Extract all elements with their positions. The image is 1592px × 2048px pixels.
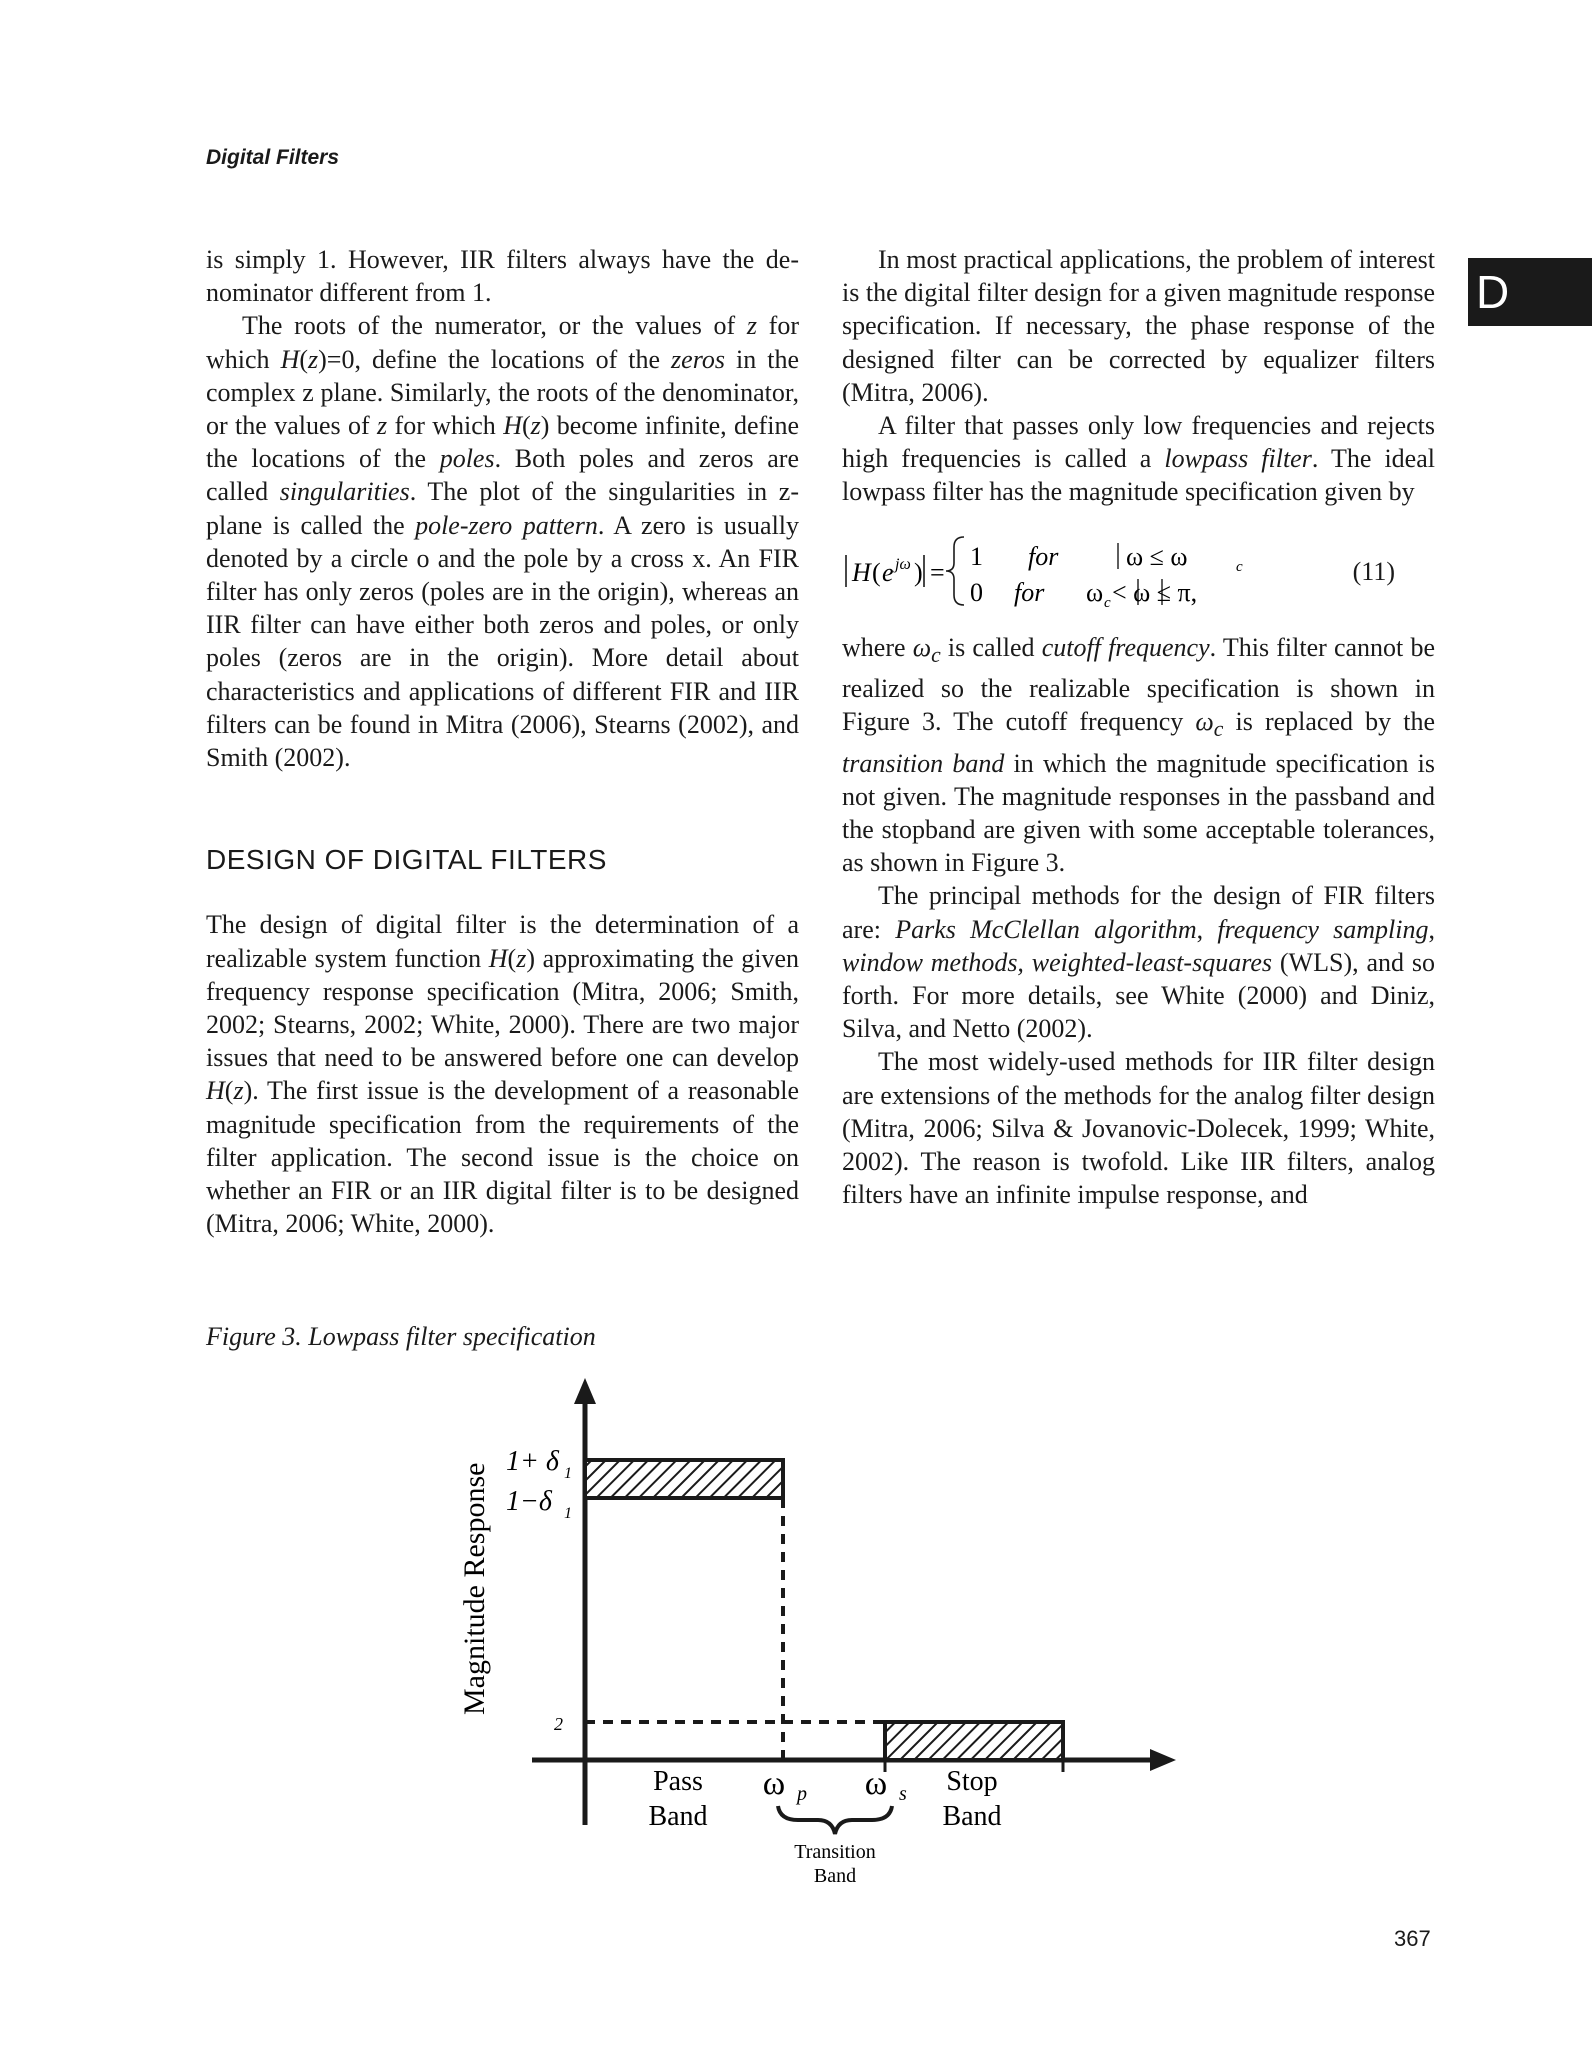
- eq-brace: [946, 537, 964, 605]
- right-column: [842, 243, 1435, 1211]
- omega-p-sub: p: [797, 1783, 807, 1805]
- upper-tolerance-sub: 1: [564, 1465, 572, 1482]
- omega-s-symbol: ω: [864, 1765, 888, 1802]
- stop-band-label-2: Band: [942, 1801, 1002, 1832]
- passband-tolerance-box: [585, 1460, 783, 1498]
- eq-equals: =: [930, 557, 945, 587]
- y-axis-arrow: [574, 1378, 596, 1404]
- eq-paren-close: ): [914, 557, 923, 587]
- eq-e: e: [882, 557, 894, 587]
- eq-case2-omega: ω: [1086, 577, 1104, 607]
- y-axis-label: Magnitude Response: [458, 1462, 491, 1715]
- right-paragraph-3: where $\omega_c$ is called cutoff frequency. This filter cannot be realized so the realizable specification is shown in Figure 3. The cutoff frequency $\omega_c$ is replaced by the transition band in which the magnitude specification is not given. The magnitude responses in the passband and the stopband are given with some acceptable tolerances, as shown in Figure 3.: [842, 632, 1436, 878]
- right-paragraph-2: A filter that passes only low frequencies and rejects high frequencies is called a lowpass filter. The ideal lowpass filter has the magnitude specification given by: [842, 411, 1435, 507]
- left-paragraph-2: The roots of the numerator, or the values of z for which H(z)=0, define the locations of the zeros in the complex z plane. Similarly, the roots of the denominator, or the values of z for which H(z) become infinite, define the locations of the poles. Both poles and zeros are called singularities. The plot of the singularities in z-plane is called the pole-zero pattern. A zero is usually denoted by a circle o and the pole by a cross x. An FIR filter has only zeros (poles are in the origin), whereas an IIR filter can have either both zeros and poles, or only poles (zeros are in the origin). More detail about characteristics and applications of different FIR and IIR filters can be found in Mitra (2006), Stearns (2002), and Smith (2002).: [206, 311, 800, 773]
- omega-p-symbol: ω: [762, 1765, 786, 1802]
- left-paragraph-1: is simply 1. However, IIR filters always have the denominator different from 1.: [206, 245, 799, 308]
- eq-case2-condition: < ω ≤ π,: [1112, 577, 1198, 607]
- eq-paren-open: (: [872, 557, 881, 587]
- stopband-tolerance-box: [885, 1722, 1063, 1760]
- right-paragraph-1: In most practical applications, the problem of interest is the digital filter design for a given magnitude response specification. If necessary, the phase response of the designed filter can be corrected by equalizer filters (Mitra, 2006).: [842, 245, 1435, 407]
- eq-case1-for: for: [1028, 541, 1059, 571]
- eq-case1-condition: ω ≤ ω: [1126, 541, 1188, 571]
- lower-tolerance-label: 1−δ: [506, 1486, 552, 1517]
- stop-band-label-1: Stop: [946, 1766, 998, 1797]
- eq-case2-sub: c: [1104, 594, 1111, 611]
- equation-number: (11): [1352, 556, 1395, 586]
- pass-band-label-1: Pass: [653, 1766, 703, 1797]
- section-heading: DESIGN OF DIGITAL FILTERS: [206, 844, 607, 876]
- eq-case1-sub: c: [1236, 558, 1243, 575]
- figure-caption: Figure 3. Lowpass filter specification: [206, 1322, 596, 1351]
- running-title: Digital Filters: [206, 146, 340, 169]
- right-paragraph-4: The principal methods for the design of FIR filters are: Parks McClellan algorithm, frequency sampling, window methods, weighted-least-squares (WLS), and so forth. For more details, see White (2000) and Diniz, Silva, and Netto (2002).: [842, 881, 1435, 1044]
- left-paragraph-3: The design of digital filter is the determination of a realizable system function H(z) approximating the given frequency response specification (Mitra, 2006; Smith, 2002; Stearns, 2002; White, 2000). There are two major issues that need to be answered before one can develop H(z). The first issue is the development of a reasonable magnitude specification from the requirements of the filter application. The second issue is the choice on whether an FIR or an IIR digital filter is to be designed (Mitra, 2006; White, 2000).: [206, 910, 799, 1239]
- transition-band-label-2: Band: [813, 1865, 857, 1887]
- eq-case2-for: for: [1014, 577, 1045, 607]
- pass-band-label-2: Band: [648, 1801, 708, 1832]
- stopband-level-label: 2: [554, 1714, 563, 1734]
- lower-tolerance-sub: 1: [564, 1505, 572, 1522]
- omega-s-sub: s: [899, 1783, 907, 1805]
- equation-11: [842, 525, 1435, 619]
- transition-brace: [778, 1806, 892, 1834]
- section-thumb-tab: D: [1468, 258, 1592, 326]
- right-paragraph-5: The most widely-used methods for IIR filter design are extensions of the methods for the analog filter design (Mitra, 2006; Silva & Jovanovic-Dolecek, 1999; White, 2002). The reason is twofold. Like IIR filters, analog filters have an infinite impulse response, and: [842, 1047, 1435, 1210]
- x-axis-arrow: [1150, 1749, 1176, 1771]
- eq-case1-value: 1: [970, 541, 983, 571]
- page-number: 367: [1394, 1926, 1431, 1951]
- eq-H: H: [852, 557, 871, 587]
- left-column: [206, 243, 799, 1240]
- upper-tolerance-label: 1+ δ: [506, 1446, 559, 1477]
- transition-band-label-1: Transition: [794, 1841, 876, 1863]
- eq-exponent: jω: [895, 555, 911, 573]
- eq-case2-value: 0: [970, 577, 983, 607]
- lowpass-spec-figure: [440, 1370, 1200, 1900]
